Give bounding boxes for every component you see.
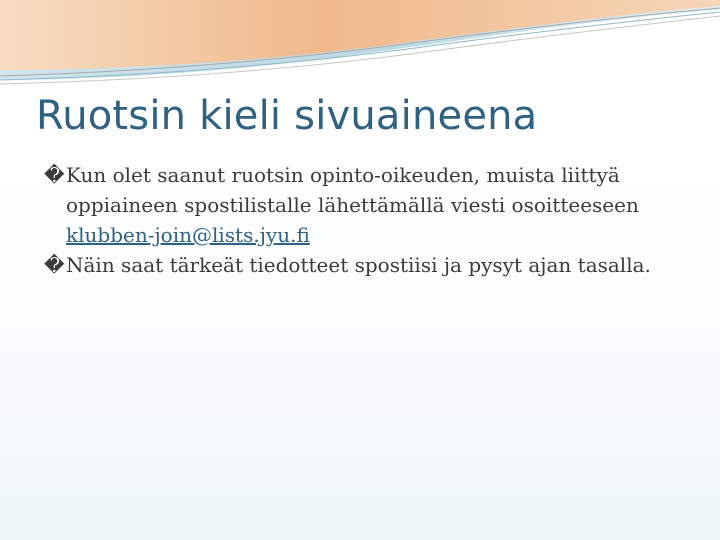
bullet-item-1 [44,160,684,250]
bullet-marker-icon: � [44,253,65,277]
bullet-marker-icon: � [44,163,65,187]
slide-title: Ruotsin kieli sivuaineena [36,93,538,139]
bullet-item-2 [44,250,684,280]
header-wave-decoration [0,0,720,90]
mailing-list-join-link[interactable]: klubben-join@lists.jyu.fi [66,223,310,247]
slide-content [44,160,684,280]
bullet-text-2: Näin saat tärkeät tiedotteet spostiisi ja pysyt ajan tasalla. [66,253,651,277]
orange-wave-shape [0,0,720,70]
bullet-text-1: Kun olet saanut ruotsin opinto-oikeuden, muista liittyä oppiaineen spostilistalle lähettämällä viesti osoitteeseen [66,163,639,217]
